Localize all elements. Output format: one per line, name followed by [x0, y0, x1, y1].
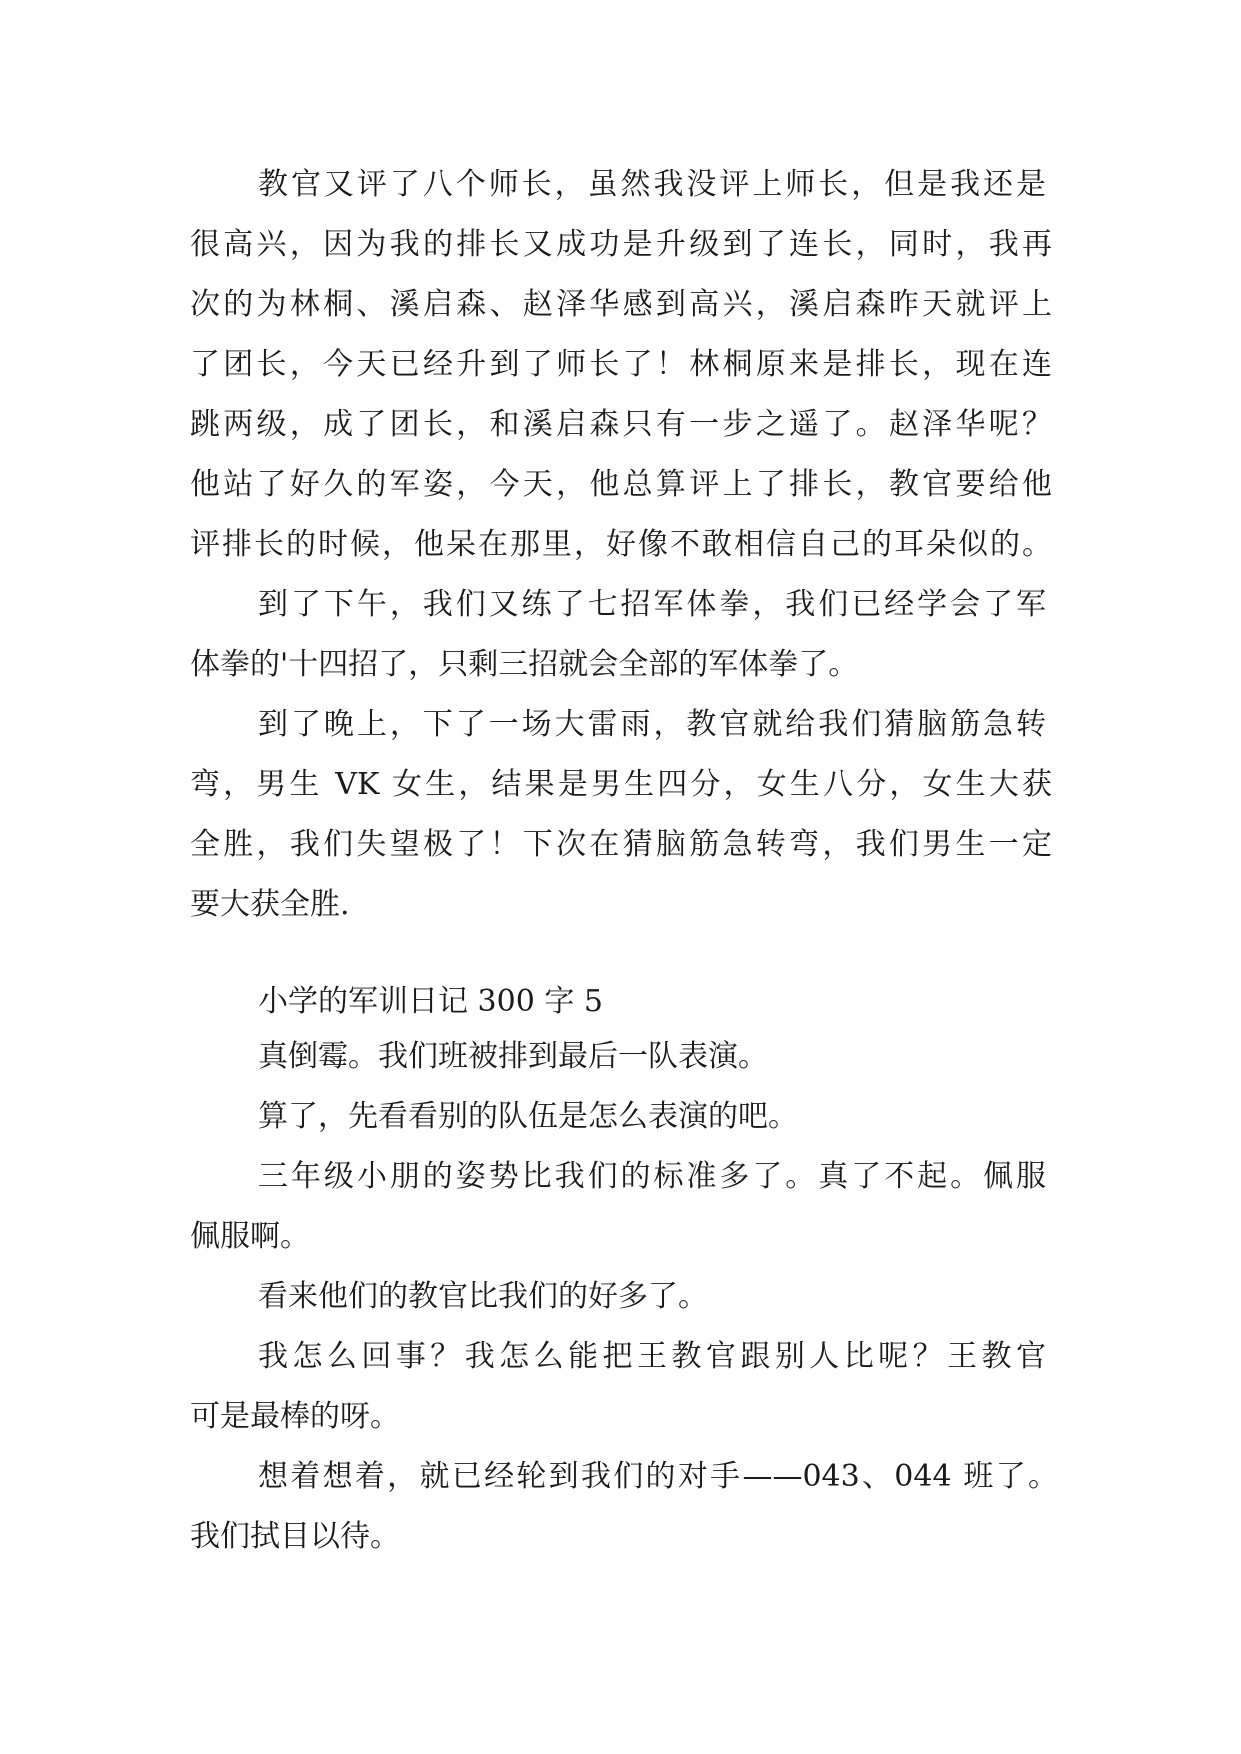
text-line: 要大获全胜.: [190, 887, 350, 922]
text-line: 跳两级，成了团长，和溪启森只有一步之遥了。赵泽华呢？: [190, 407, 1052, 442]
text-line: 看来他们的教官比我们的好多了。: [258, 1279, 708, 1314]
text-line: 弯，男生 VK 女生，结果是男生四分，女生八分，女生大获: [190, 767, 1052, 802]
text-line: 想着想着，就已经轮到我们的对手——043、044 班了。: [258, 1459, 1058, 1494]
text-line: 三年级小朋的姿势比我们的标准多了。真了不起。佩服: [258, 1159, 1046, 1194]
text-line: 全胜，我们失望极了！下次在猜脑筋急转弯，我们男生一定: [190, 827, 1052, 862]
text-line: 到了晚上，下了一场大雷雨，教官就给我们猜脑筋急转: [258, 707, 1046, 742]
text-line: 算了，先看看别的队伍是怎么表演的吧。: [258, 1099, 798, 1134]
text-line: 教官又评了八个师长，虽然我没评上师长，但是我还是: [258, 167, 1046, 202]
text-line: 体拳的'十四招了，只剩三招就会全部的军体拳了。: [190, 647, 859, 682]
text-line: 评排长的时候，他呆在那里，好像不敢相信自己的耳朵似的。: [190, 527, 1052, 562]
text-line: 很高兴，因为我的排长又成功是升级到了连长，同时，我再: [190, 227, 1052, 262]
text-line: 了团长，今天已经升到了师长了！林桐原来是排长，现在连: [190, 347, 1052, 382]
section-heading: 小学的军训日记 300 字 5: [258, 984, 603, 1019]
text-line: 我们拭目以待。: [190, 1519, 400, 1554]
text-line: 佩服啊。: [190, 1219, 310, 1254]
text-line: 次的为林桐、溪启森、赵泽华感到高兴，溪启森昨天就评上: [190, 287, 1052, 322]
text-line: 他站了好久的军姿，今天，他总算评上了排长，教官要给他: [190, 467, 1052, 502]
text-line: 到了下午，我们又练了七招军体拳，我们已经学会了军: [258, 587, 1046, 622]
text-line: 真倒霉。我们班被排到最后一队表演。: [258, 1039, 768, 1074]
text-line: 我怎么回事？我怎么能把王教官跟别人比呢？王教官: [258, 1339, 1046, 1374]
text-line: 可是最棒的呀。: [190, 1399, 400, 1434]
